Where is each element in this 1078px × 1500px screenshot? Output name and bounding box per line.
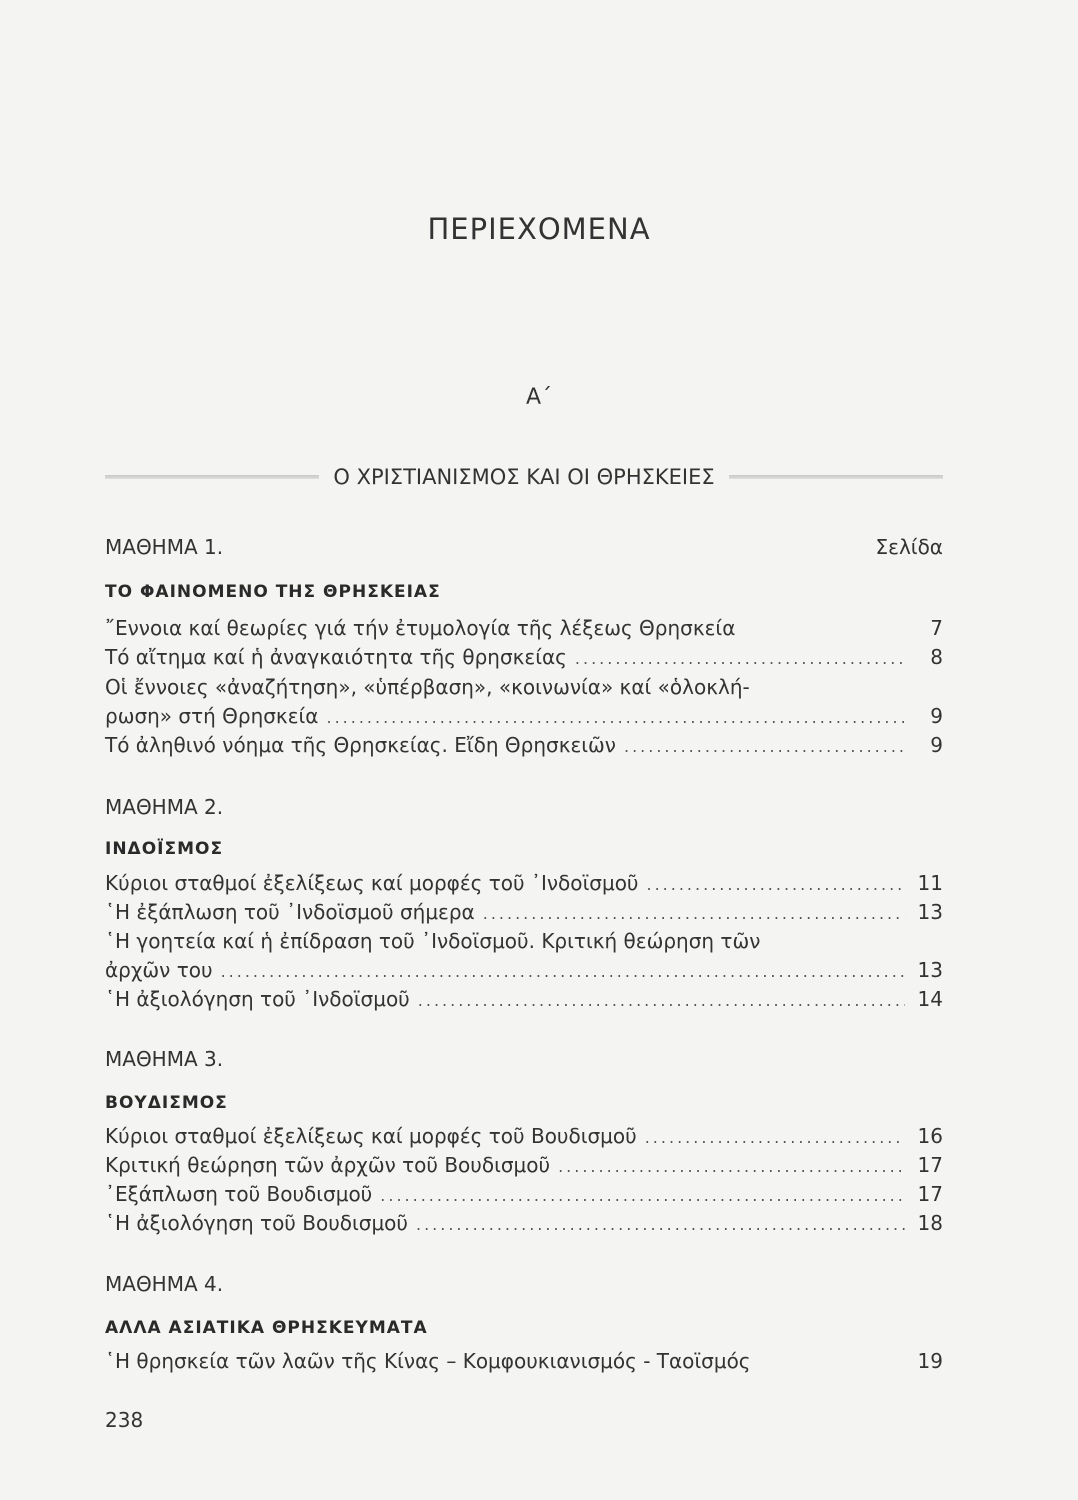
entry-text: ᾽Εξάπλωση τοῦ Βουδισμοῦ [105,1182,373,1206]
entry-text: ῾Η γοητεία καί ἡ ἐπίδραση τοῦ ᾽Ινδοϊσμοῦ. Κριτική θεώρηση τῶν [105,929,761,953]
toc-entry [105,987,943,1016]
entry-page: 13 [917,900,943,924]
toc-entry [105,958,943,987]
entry-page: 17 [917,1182,943,1206]
section-title: ΙΝΔΟΪΣΜΟΣ [105,839,224,859]
leader-dots [326,708,905,727]
leader-dots [558,1157,905,1176]
entry-page: 8 [930,645,943,669]
lesson-1-header [105,535,943,559]
lesson-4-header [105,1272,943,1296]
entry-page: 9 [930,704,943,728]
entry-page: 17 [917,1153,943,1177]
leader-dots [647,875,906,894]
entry-text: Κύριοι σταθμοί ἐξελίξεως καί μορφές τοῦ ᾽Ινδοϊσμοῦ [105,871,639,895]
leader-dots [418,991,905,1010]
toc-entry [105,616,943,645]
part-label: Α΄ [525,385,553,410]
entry-text: Τό ἀληθινό νόημα τῆς Θρησκείας. Εἴδη Θρησκειῶν [105,733,616,757]
entry-text: Κύριοι σταθμοί ἐξελίξεως καί μορφές τοῦ Βουδισμοῦ [105,1124,637,1148]
leader-dots [645,1128,905,1147]
entry-page: 9 [930,733,943,757]
toc-entry [105,1124,943,1153]
entry-page: 16 [917,1124,943,1148]
entry-text: ῾Η θρησκεία τῶν λαῶν τῆς Κίνας – Κομφουκιανισμός - Ταοϊσμός [105,1349,751,1373]
leader-dots [575,649,905,668]
entry-page: 13 [917,958,943,982]
leader-dots [221,962,905,981]
entry-text: ῎Εννοια καί θεωρίες γιά τήν ἐτυμολογία τῆς λέξεως Θρησκεία [105,616,736,640]
entry-page: 14 [917,987,943,1011]
toc-entry [105,1211,943,1240]
entry-text: ἀρχῶν του [105,958,213,982]
toc-entry [105,645,943,674]
toc-entry [105,733,943,762]
heading-rule-left [105,475,319,479]
entry-text: Τό αἴτημα καί ἡ ἀναγκαιότητα τῆς θρησκείας [105,645,567,669]
leader-dots [380,1186,905,1205]
entry-text: Οἱ ἔννοιες «ἀναζήτηση», «ὑπέρβαση», «κοινωνία» καί «ὁλοκλή- [105,675,750,699]
entry-text: ῾Η ἀξιολόγηση τοῦ Βουδισμοῦ [105,1211,408,1235]
lesson-label: ΜΑΘΗΜΑ 3. [105,1047,224,1071]
leader-dots [416,1215,905,1234]
lesson-label: ΜΑΘΗΜΑ 2. [105,795,224,819]
section-title: ΑΛΛΑ ΑΣΙΑΤΙΚΑ ΘΡΗΣΚΕΥΜΑΤΑ [105,1318,428,1338]
part-heading-text: Ο ΧΡΙΣΤΙΑΝΙΣΜΟΣ ΚΑΙ ΟΙ ΘΡΗΣΚΕΙΕΣ [333,465,715,489]
page-column-label: Σελίδα [875,535,943,559]
lesson-label: ΜΑΘΗΜΑ 1. [105,535,224,559]
lesson-3-header [105,1047,943,1071]
leader-dots [624,737,905,756]
toc-entry [105,675,943,704]
section-title: ΤΟ ΦΑΙΝΟΜΕΝΟ ΤΗΣ ΘΡΗΣΚΕΙΑΣ [105,582,441,602]
entry-page: 19 [917,1349,943,1373]
toc-entry [105,929,943,958]
toc-entry [105,871,943,900]
entry-text: Κριτική θεώρηση τῶν ἀρχῶν τοῦ Βουδισμοῦ [105,1153,551,1177]
entry-text: ῾Η ἀξιολόγηση τοῦ ᾽Ινδοϊσμοῦ [105,987,410,1011]
toc-entry [105,900,943,929]
toc-entry [105,704,943,733]
section-title: ΒΟΥΔΙΣΜΟΣ [105,1093,228,1113]
leader-dots [483,904,905,923]
page-number: 238 [105,1408,144,1432]
toc-entry [105,1153,943,1182]
entry-page: 7 [930,616,943,640]
toc-entry [105,1182,943,1211]
lesson-2-header [105,795,943,819]
toc-entry [105,1349,943,1378]
lesson-label: ΜΑΘΗΜΑ 4. [105,1272,224,1296]
page-title: ΠΕΡΙΕΧΟΜΕΝΑ [427,212,651,246]
entry-page: 11 [917,871,943,895]
heading-rule-right [729,475,943,479]
entry-page: 18 [917,1211,943,1235]
part-heading [105,462,943,492]
entry-text: ρωση» στή Θρησκεία [105,704,319,728]
entry-text: ῾Η ἐξάπλωση τοῦ ᾽Ινδοϊσμοῦ σήμερα [105,900,475,924]
